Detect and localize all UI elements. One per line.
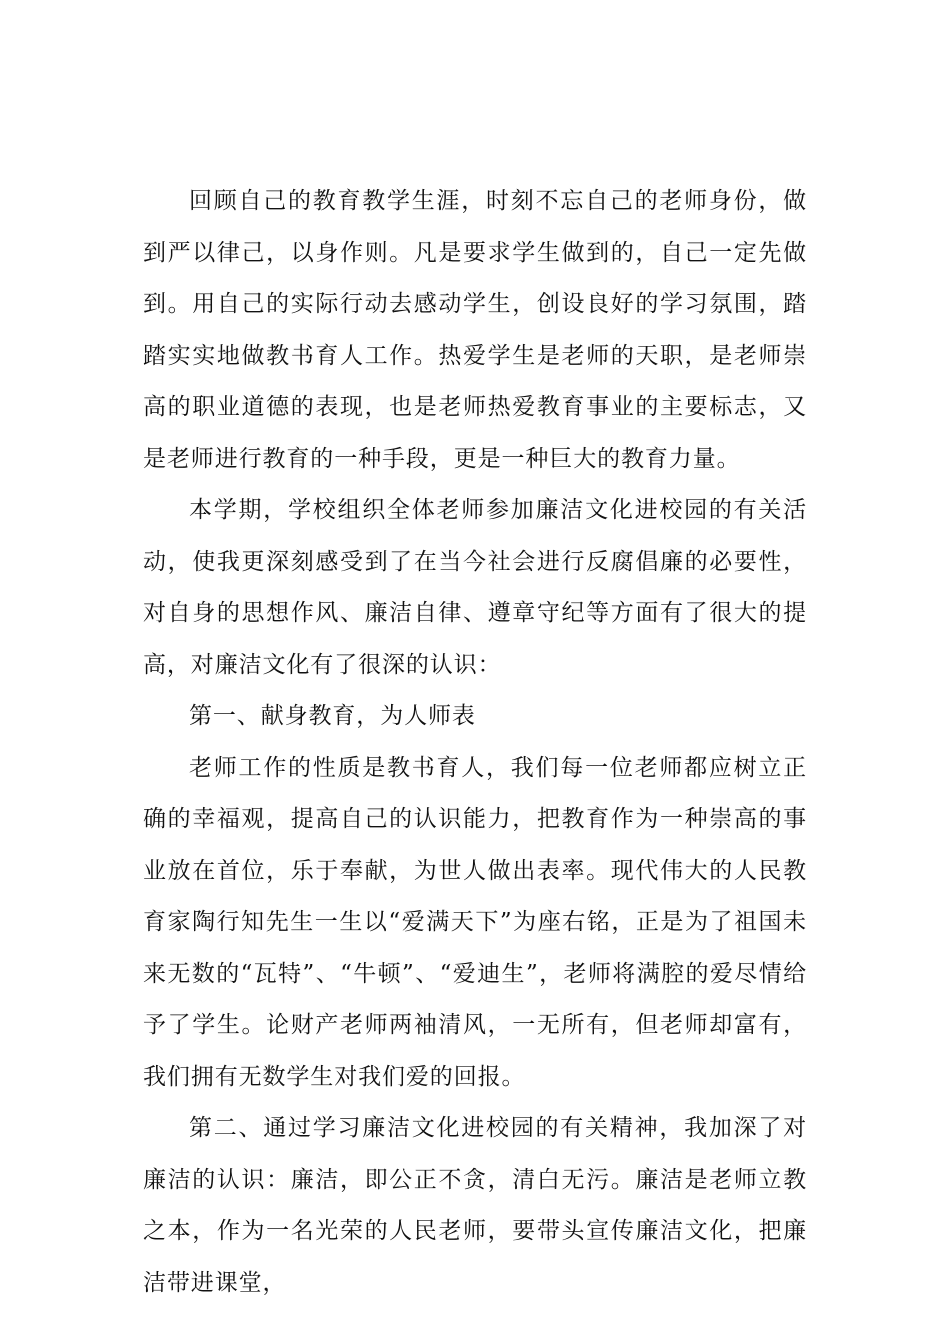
section-heading-first: 第一、献身教育，为人师表 xyxy=(189,703,476,729)
paragraph-teacher-work: 老师工作的性质是教书育人，我们每一位老师都应树立正确的幸福观，提高自己的认识能力，把教育作为一种崇高的事业放在首位，乐于奉献，为世人做出表率。现代伟大的人民教育家陶行知先生一生以“爱满天下”为座右铭，正是为了祖国未来无数的“瓦特”、“牛顿”、“爱迪生”，老师将满腔的爱尽情给予了学生。论财产老师两袖清风，一无所有，但老师却富有，我们拥有无数学生对我们爱的回报。 xyxy=(143,754,807,1090)
document-body xyxy=(143,176,807,1309)
paragraph-activity: 本学期，学校组织全体老师参加廉洁文化进校园的有关活动，使我更深刻感受到了在当今社会进行反腐倡廉的必要性，对自身的思想作风、廉洁自律、遵章守纪等方面有了很大的提高，对廉洁文化有了很深的认识： xyxy=(143,497,807,678)
paragraph-second-point: 第二、通过学习廉洁文化进校园的有关精神，我加深了对廉洁的认识：廉洁，即公正不贪，清白无污。廉洁是老师立教之本，作为一名光荣的人民老师，要带头宣传廉洁文化，把廉洁带进课堂， xyxy=(143,1115,807,1296)
paragraph-reflection: 回顾自己的教育教学生涯，时刻不忘自己的老师身份，做到严以律己，以身作则。凡是要求学生做到的，自己一定先做到。用自己的实际行动去感动学生，创设良好的学习氛围，踏踏实实地做教书育人工作。热爱学生是老师的天职，是老师崇高的职业道德的表现，也是老师热爱教育事业的主要标志，又是老师进行教育的一种手段，更是一种巨大的教育力量。 xyxy=(143,188,807,472)
